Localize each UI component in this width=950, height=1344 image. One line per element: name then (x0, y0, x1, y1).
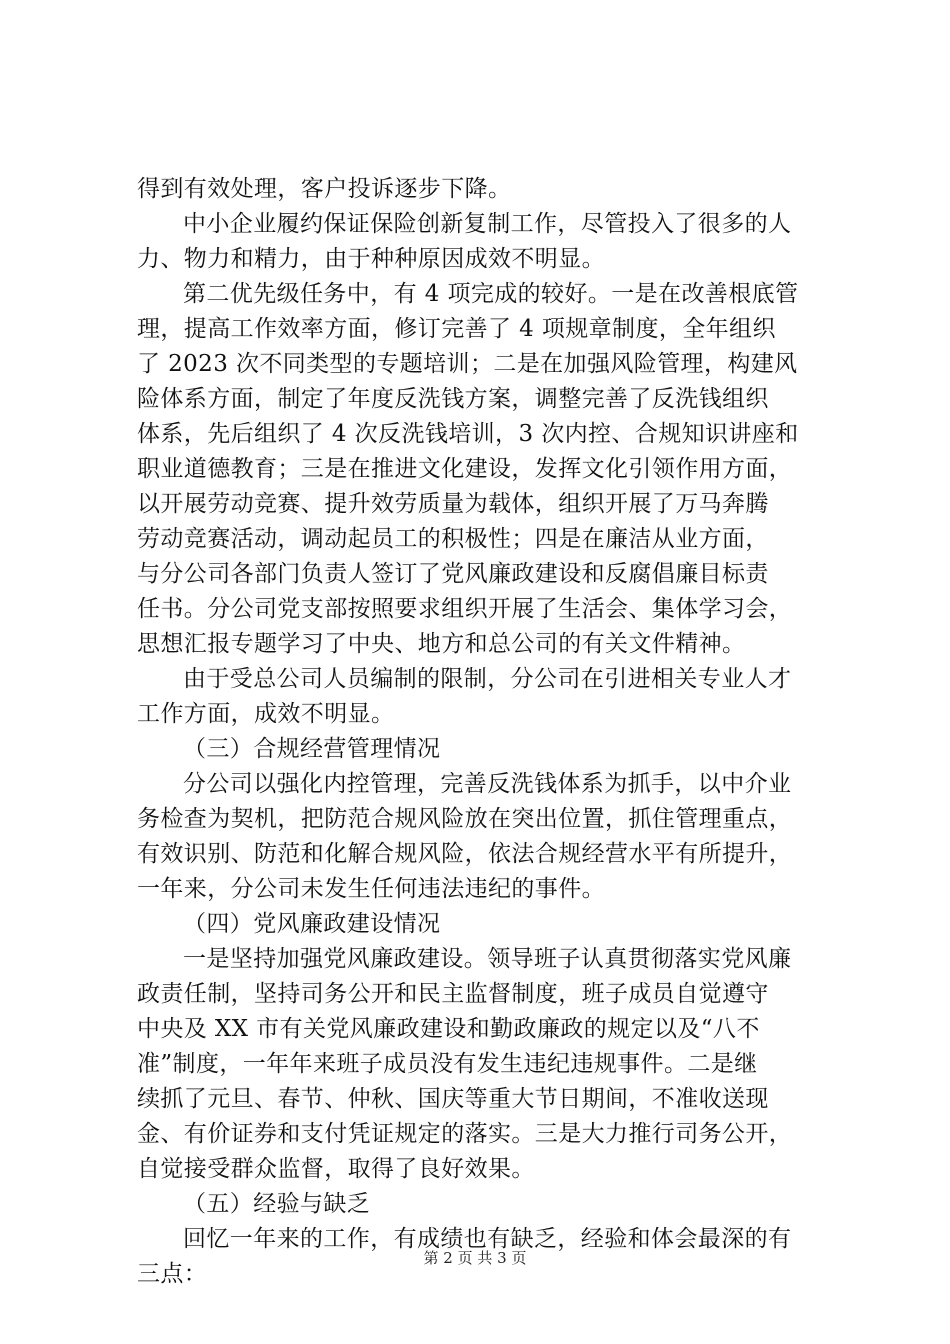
text-line: （四）党风廉政建设情况 (183, 911, 441, 937)
text-line: 险体系方面，制定了年度反洗钱方案，调整完善了反洗钱组织 (137, 386, 769, 412)
text-line: 了 2023 次不同类型的专题培训；二是在加强风险管理，构建风 (137, 351, 798, 377)
text-line: 得到有效处理，客户投诉逐步下降。 (137, 176, 512, 202)
text-line: 第二优先级任务中，有 4 项完成的较好。一是在改善根底管 (183, 281, 799, 307)
page-footer: 第 2 页 共 3 页 (423, 1249, 527, 1267)
text-line: 中央及 XX 市有关党风廉政建设和勤政廉政的规定以及“八不 (137, 1016, 760, 1042)
text-line: 以开展劳动竞赛、提升效劳质量为载体，组织开展了万马奔腾 (137, 491, 769, 517)
document-body (137, 172, 837, 1292)
text-line: 自觉接受群众监督，取得了良好效果。 (137, 1156, 535, 1182)
text-line: 体系，先后组织了 4 次反洗钱培训，3 次内控、合规知识讲座和 (137, 421, 799, 447)
text-line: 一年来，分公司未发生任何违法违纪的事件。 (137, 876, 605, 902)
text-line: 思想汇报专题学习了中央、地方和总公司的有关文件精神。 (137, 631, 746, 657)
text-line: 由于受总公司人员编制的限制，分公司在引进相关专业人才 (183, 666, 792, 692)
text-line: 中小企业履约保证保险创新复制工作，尽管投入了很多的人 (183, 211, 792, 237)
text-line: 一是坚持加强党风廉政建设。领导班子认真贯彻落实党风廉 (183, 946, 792, 972)
text-line: 务检查为契机，把防范合规风险放在突出位置，抓住管理重点， (137, 806, 793, 832)
text-line: 职业道德教育；三是在推进文化建设，发挥文化引领作用方面， (137, 456, 793, 482)
text-line: 任书。分公司党支部按照要求组织开展了生活会、集体学习会， (137, 596, 793, 622)
text-line: （三）合规经营管理情况 (183, 736, 441, 762)
text-line: 力、物力和精力，由于种种原因成效不明显。 (137, 246, 605, 272)
text-line: 准”制度，一年年来班子成员没有发生违纪违规事件。二是继 (137, 1051, 758, 1077)
text-line: 理，提高工作效率方面，修订完善了 4 项规章制度，全年组织 (137, 316, 776, 342)
text-line: 金、有价证券和支付凭证规定的落实。三是大力推行司务公开， (137, 1121, 793, 1147)
text-line: 政责任制，坚持司务公开和民主监督制度，班子成员自觉遵守 (137, 981, 769, 1007)
text-line: 工作方面，成效不明显。 (137, 701, 395, 727)
text-line: 分公司以强化内控管理，完善反洗钱体系为抓手，以中介业 (183, 771, 792, 797)
text-line: 劳动竞赛活动，调动起员工的积极性；四是在廉洁从业方面， (137, 526, 769, 552)
text-line: （五）经验与缺乏 (183, 1191, 371, 1217)
text-line: 有效识别、防范和化解合规风险，依法合规经营水平有所提升， (137, 841, 793, 867)
text-line: 与分公司各部门负责人签订了党风廉政建设和反腐倡廉目标责 (137, 561, 769, 587)
text-line: 续抓了元旦、春节、仲秋、国庆等重大节日期间，不准收送现 (137, 1086, 769, 1112)
text-line: 三点： (137, 1261, 208, 1287)
text-line: 回忆一年来的工作，有成绩也有缺乏，经验和体会最深的有 (183, 1226, 792, 1252)
